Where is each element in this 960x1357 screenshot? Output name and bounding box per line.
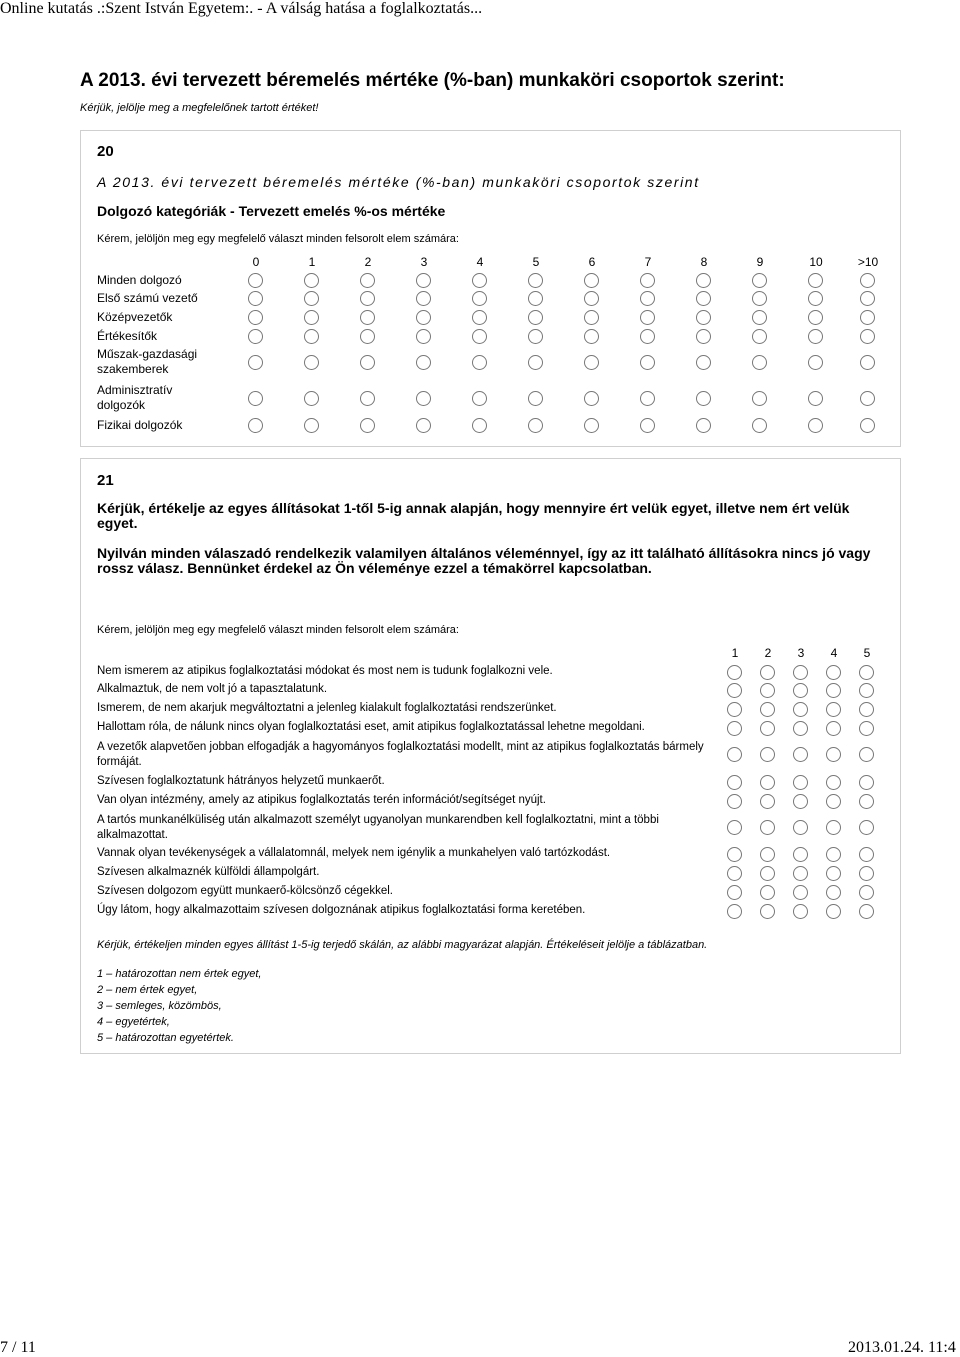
radio-button[interactable] — [860, 329, 875, 344]
statement-label: Nem ismerem az atipikus foglalkoztatási módokat és most nem is tudunk foglalkozni vele. — [97, 665, 553, 677]
radio-button[interactable] — [859, 665, 874, 680]
statement-label: A vezetők alapvetően jobban elfogadják a hagyományos foglalkoztatási modellt, mint az atipikus foglalkoztatás bármely formáját. — [97, 741, 704, 768]
radio-button[interactable] — [584, 355, 599, 370]
statement-label: A tartós munkanélküliség után alkalmazott személyt ugyanolyan munkarendben kell foglalkoztatni, mint a többi alkalmazottat. — [97, 814, 659, 841]
radio-button[interactable] — [584, 329, 599, 344]
radio-button[interactable] — [416, 418, 431, 433]
radio-button[interactable] — [696, 355, 711, 370]
radio-button[interactable] — [304, 310, 319, 325]
radio-button[interactable] — [472, 310, 487, 325]
column-label: 5 — [532, 255, 540, 269]
radio-button[interactable] — [826, 702, 841, 717]
radio-button[interactable] — [752, 418, 767, 433]
radio-button[interactable] — [727, 847, 742, 862]
radio-button[interactable] — [584, 391, 599, 406]
statement-label: Szívesen alkalmaznék külföldi állampolgárt. — [97, 866, 320, 878]
radio-button[interactable] — [826, 866, 841, 881]
radio-button[interactable] — [416, 310, 431, 325]
radio-button[interactable] — [752, 391, 767, 406]
radio-button[interactable] — [528, 291, 543, 306]
radio-button[interactable] — [472, 355, 487, 370]
radio-button[interactable] — [859, 794, 874, 809]
radio-button[interactable] — [248, 329, 263, 344]
page-header: Online kutatás .:Szent István Egyetem:. - A válság hatása a foglalkoztatás... — [0, 0, 483, 17]
radio-button[interactable] — [808, 391, 823, 406]
radio-button[interactable] — [752, 355, 767, 370]
column-label: 9 — [756, 255, 764, 269]
question-subtitle: Dolgozó kategóriák - Tervezett emelés %-os mértéke — [97, 203, 446, 219]
column-label: 1 — [731, 646, 739, 660]
legend-item: 5 – határozottan egyetértek. — [97, 1032, 234, 1044]
radio-button[interactable] — [248, 310, 263, 325]
radio-button[interactable] — [752, 291, 767, 306]
radio-button[interactable] — [696, 273, 711, 288]
radio-button[interactable] — [472, 418, 487, 433]
radio-button[interactable] — [826, 847, 841, 862]
radio-button[interactable] — [859, 820, 874, 835]
column-label: 5 — [863, 646, 871, 660]
row-label: Adminisztratív dolgozók — [97, 383, 173, 412]
radio-button[interactable] — [752, 310, 767, 325]
column-label: 7 — [644, 255, 652, 269]
question-number: 20 — [97, 143, 114, 160]
radio-button[interactable] — [760, 702, 775, 717]
radio-button[interactable] — [859, 702, 874, 717]
radio-button[interactable] — [696, 391, 711, 406]
radio-button[interactable] — [360, 291, 375, 306]
radio-button[interactable] — [696, 329, 711, 344]
radio-button[interactable] — [859, 775, 874, 790]
radio-button[interactable] — [826, 885, 841, 900]
question-intro-2: Nyilván minden válaszadó rendelkezik valamilyen általános véleménnyel, így az itt található állításokra nincs jó vagy rossz válasz. Bennünket érdekel az Ön véleménye ezzel a témakörrel kapcsolatban. — [97, 545, 871, 576]
legend-item: 4 – egyetértek, — [97, 1016, 170, 1028]
radio-button[interactable] — [752, 273, 767, 288]
radio-button[interactable] — [859, 683, 874, 698]
radio-button[interactable] — [248, 273, 263, 288]
section-title: A 2013. évi tervezett béremelés mértéke (%-ban) munkaköri csoportok szerint: — [80, 70, 785, 91]
statement-label: Vannak olyan tevékenységek a vállalatomnál, melyek nem igénylik a munkahelyen való tartózkodást. — [97, 847, 611, 859]
radio-button[interactable] — [860, 291, 875, 306]
radio-button[interactable] — [752, 329, 767, 344]
column-label: 3 — [420, 255, 428, 269]
column-label: 4 — [476, 255, 484, 269]
statement-label: Van olyan intézmény, amely az atipikus foglalkoztatás terén információt/segítséget nyújt. — [97, 794, 546, 806]
radio-button[interactable] — [760, 683, 775, 698]
radio-button[interactable] — [528, 310, 543, 325]
radio-button[interactable] — [860, 391, 875, 406]
legend-item: 1 – határozottan nem értek egyet, — [97, 968, 262, 980]
radio-button[interactable] — [640, 291, 655, 306]
radio-button[interactable] — [760, 794, 775, 809]
radio-button[interactable] — [826, 721, 841, 736]
question-title: A 2013. évi tervezett béremelés mértéke (%-ban) munkaköri csoportok szerint — [97, 174, 700, 190]
radio-button[interactable] — [808, 291, 823, 306]
scale-note: Kérjük, értékeljen minden egyes állítást 1-5-ig terjedő skálán, az alábbi magyarázat alapján. Értékeléseit jelölje a táblázatban. — [97, 939, 708, 951]
radio-button[interactable] — [528, 329, 543, 344]
radio-button[interactable] — [859, 904, 874, 919]
page-number: 7 / 11 — [0, 1339, 36, 1356]
radio-button[interactable] — [727, 885, 742, 900]
radio-button[interactable] — [584, 418, 599, 433]
row-label: Műszak-gazdasági szakemberek — [97, 347, 198, 376]
radio-button[interactable] — [727, 866, 742, 881]
radio-button[interactable] — [727, 665, 742, 680]
radio-button[interactable] — [793, 904, 808, 919]
radio-button[interactable] — [472, 291, 487, 306]
radio-button[interactable] — [760, 665, 775, 680]
radio-button[interactable] — [360, 418, 375, 433]
column-label: 8 — [700, 255, 708, 269]
radio-button[interactable] — [793, 794, 808, 809]
radio-button[interactable] — [826, 794, 841, 809]
statement-label: Szívesen foglalkoztatunk hátrányos helyzetű munkaerőt. — [97, 775, 385, 787]
radio-button[interactable] — [528, 418, 543, 433]
statement-label: Úgy látom, hogy alkalmazottaim szívesen dolgoznának atipikus foglalkoztatási forma keretében. — [97, 904, 586, 916]
radio-button[interactable] — [808, 355, 823, 370]
radio-button[interactable] — [859, 721, 874, 736]
radio-button[interactable] — [808, 418, 823, 433]
radio-button[interactable] — [760, 747, 775, 762]
radio-button[interactable] — [360, 273, 375, 288]
radio-button[interactable] — [416, 391, 431, 406]
radio-button[interactable] — [304, 291, 319, 306]
radio-button[interactable] — [808, 310, 823, 325]
row-label: Fizikai dolgozók — [97, 418, 183, 432]
radio-button[interactable] — [640, 273, 655, 288]
radio-button[interactable] — [793, 847, 808, 862]
radio-button[interactable] — [760, 721, 775, 736]
radio-button[interactable] — [727, 775, 742, 790]
row-label: Értékesítők — [97, 329, 158, 343]
radio-button[interactable] — [248, 291, 263, 306]
radio-button[interactable] — [793, 665, 808, 680]
radio-button[interactable] — [859, 885, 874, 900]
question-number: 21 — [97, 472, 114, 489]
radio-button[interactable] — [360, 391, 375, 406]
radio-button[interactable] — [826, 747, 841, 762]
radio-button[interactable] — [727, 820, 742, 835]
legend-item: 3 – semleges, közömbös, — [97, 1000, 222, 1012]
print-date: 2013.01.24. 11:4 — [848, 1339, 956, 1356]
radio-button[interactable] — [416, 291, 431, 306]
radio-button[interactable] — [793, 866, 808, 881]
radio-button[interactable] — [760, 866, 775, 881]
radio-button[interactable] — [304, 329, 319, 344]
radio-button[interactable] — [727, 683, 742, 698]
radio-button[interactable] — [760, 820, 775, 835]
radio-button[interactable] — [640, 310, 655, 325]
radio-button[interactable] — [793, 721, 808, 736]
radio-button[interactable] — [793, 820, 808, 835]
statement-label: Alkalmaztuk, de nem volt jó a tapasztalatunk. — [97, 683, 328, 695]
radio-button[interactable] — [360, 355, 375, 370]
radio-button[interactable] — [696, 310, 711, 325]
radio-button[interactable] — [528, 391, 543, 406]
column-label: 0 — [252, 255, 260, 269]
radio-button[interactable] — [640, 418, 655, 433]
radio-button[interactable] — [826, 775, 841, 790]
statement-label: Ismerem, de nem akarjuk megváltoztatni a jelenleg kialakult foglalkoztatási rendszerünket. — [97, 702, 557, 714]
radio-button[interactable] — [696, 418, 711, 433]
radio-button[interactable] — [727, 794, 742, 809]
statement-label: Hallottam róla, de nálunk nincs olyan foglalkoztatási eset, amit atipikus foglalkoztatással lehetne megoldani. — [97, 721, 645, 733]
radio-button[interactable] — [760, 775, 775, 790]
radio-button[interactable] — [859, 747, 874, 762]
radio-button[interactable] — [640, 355, 655, 370]
radio-button[interactable] — [826, 683, 841, 698]
radio-button[interactable] — [472, 273, 487, 288]
radio-button[interactable] — [248, 418, 263, 433]
radio-button[interactable] — [793, 747, 808, 762]
row-label: Első számú vezető — [97, 291, 198, 305]
radio-button[interactable] — [304, 355, 319, 370]
radio-button[interactable] — [860, 273, 875, 288]
radio-button[interactable] — [304, 418, 319, 433]
radio-button[interactable] — [808, 329, 823, 344]
radio-button[interactable] — [760, 847, 775, 862]
radio-button[interactable] — [859, 866, 874, 881]
radio-button[interactable] — [304, 273, 319, 288]
column-label: 10 — [809, 255, 823, 269]
radio-button[interactable] — [416, 355, 431, 370]
radio-button[interactable] — [793, 775, 808, 790]
radio-button[interactable] — [727, 747, 742, 762]
radio-button[interactable] — [727, 702, 742, 717]
radio-button[interactable] — [528, 273, 543, 288]
section-hint: Kérjük, jelölje meg a megfelelőnek tartott értéket! — [80, 102, 319, 114]
radio-button[interactable] — [859, 847, 874, 862]
radio-button[interactable] — [304, 391, 319, 406]
radio-button[interactable] — [793, 885, 808, 900]
radio-button[interactable] — [528, 355, 543, 370]
column-label: 2 — [764, 646, 772, 660]
radio-button[interactable] — [640, 391, 655, 406]
radio-button[interactable] — [808, 273, 823, 288]
radio-button[interactable] — [826, 820, 841, 835]
radio-button[interactable] — [860, 310, 875, 325]
statement-label: Szívesen dolgozom együtt munkaerő-kölcsönző cégekkel. — [97, 885, 393, 897]
column-label: 3 — [797, 646, 805, 660]
legend-item: 2 – nem értek egyet, — [97, 984, 198, 996]
radio-button[interactable] — [248, 355, 263, 370]
question-instruction: Kérem, jelöljön meg egy megfelelő választ minden felsorolt elem számára: — [97, 233, 459, 245]
radio-button[interactable] — [416, 273, 431, 288]
column-label: 4 — [830, 646, 838, 660]
radio-button[interactable] — [640, 329, 655, 344]
row-label: Középvezetők — [97, 310, 173, 324]
radio-button[interactable] — [416, 329, 431, 344]
radio-button[interactable] — [826, 665, 841, 680]
column-label: 6 — [588, 255, 596, 269]
column-label: 2 — [364, 255, 372, 269]
radio-button[interactable] — [860, 418, 875, 433]
radio-button[interactable] — [360, 329, 375, 344]
row-label: Minden dolgozó — [97, 273, 182, 287]
radio-button[interactable] — [584, 291, 599, 306]
question-instruction: Kérem, jelöljön meg egy megfelelő választ minden felsorolt elem számára: — [97, 624, 459, 636]
radio-button[interactable] — [760, 904, 775, 919]
radio-button[interactable] — [826, 904, 841, 919]
radio-button[interactable] — [860, 355, 875, 370]
radio-button[interactable] — [793, 702, 808, 717]
radio-button[interactable] — [727, 721, 742, 736]
question-intro: Kérjük, értékelje az egyes állításokat 1-től 5-ig annak alapján, hogy mennyire ért velük egyet, illetve nem ért velük egyet. — [97, 500, 850, 531]
radio-button[interactable] — [793, 683, 808, 698]
radio-button[interactable] — [760, 885, 775, 900]
radio-button[interactable] — [584, 310, 599, 325]
column-label: 1 — [308, 255, 316, 269]
column-label: >10 — [857, 255, 879, 269]
radio-button[interactable] — [584, 273, 599, 288]
radio-button[interactable] — [727, 904, 742, 919]
radio-button[interactable] — [472, 329, 487, 344]
radio-button[interactable] — [360, 310, 375, 325]
radio-button[interactable] — [696, 291, 711, 306]
radio-button[interactable] — [248, 391, 263, 406]
radio-button[interactable] — [472, 391, 487, 406]
